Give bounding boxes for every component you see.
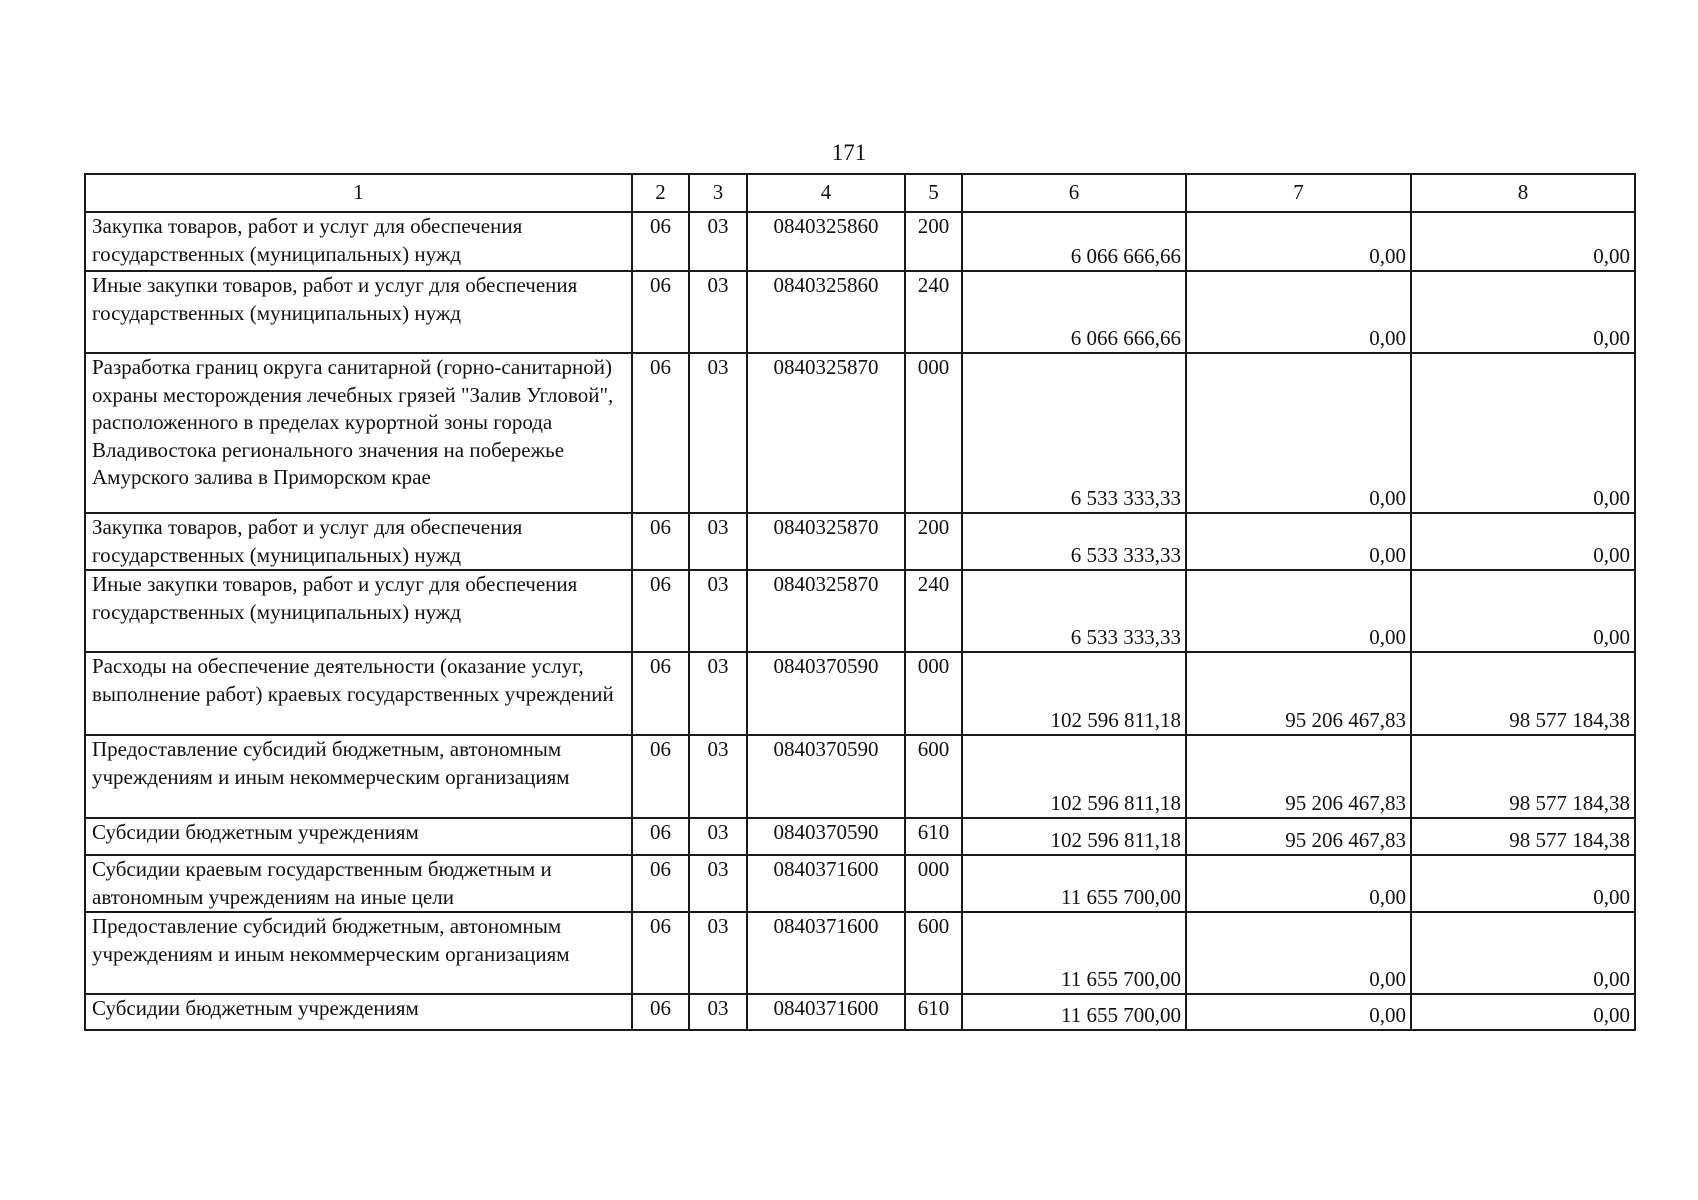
amount-col8-cell: 0,00 [1411, 513, 1635, 570]
amount-col6-cell: 102 596 811,18 [962, 652, 1186, 735]
amount-col6-cell: 11 655 700,00 [962, 855, 1186, 912]
row-name-cell: Предоставление субсидий бюджетным, автономным учреждениям и иным некоммерческим организациям [85, 912, 632, 994]
amount-col8-cell: 0,00 [1411, 212, 1635, 271]
section-code-cell: 06 [632, 513, 689, 570]
amount-col8-cell: 0,00 [1411, 855, 1635, 912]
row-name-cell: Расходы на обеспечение деятельности (оказание услуг, выполнение работ) краевых государственных учреждений [85, 652, 632, 735]
amount-col7-cell: 0,00 [1186, 353, 1411, 513]
row-name-cell: Закупка товаров, работ и услуг для обеспечения государственных (муниципальных) нужд [85, 212, 632, 271]
amount-col6-cell: 6 533 333,33 [962, 570, 1186, 652]
amount-col8-cell: 0,00 [1411, 994, 1635, 1030]
table-row [85, 513, 1635, 570]
section-code-cell: 06 [632, 212, 689, 271]
section-code-cell: 06 [632, 353, 689, 513]
table-row [85, 912, 1635, 994]
row-name-cell: Закупка товаров, работ и услуг для обеспечения государственных (муниципальных) нужд [85, 513, 632, 570]
amount-col6-cell: 11 655 700,00 [962, 994, 1186, 1030]
section-code-cell: 06 [632, 652, 689, 735]
subsection-code-cell: 03 [689, 271, 747, 353]
subsection-code-cell: 03 [689, 735, 747, 818]
target-article-cell: 0840325870 [747, 513, 905, 570]
row-name-cell: Субсидии бюджетным учреждениям [85, 994, 632, 1030]
amount-col8-cell: 0,00 [1411, 570, 1635, 652]
subsection-code-cell: 03 [689, 912, 747, 994]
amount-col8-cell: 0,00 [1411, 912, 1635, 994]
expense-type-cell: 200 [905, 212, 962, 271]
column-header: 7 [1186, 174, 1411, 212]
expense-type-cell: 000 [905, 855, 962, 912]
amount-col7-cell: 0,00 [1186, 855, 1411, 912]
amount-col7-cell: 0,00 [1186, 570, 1411, 652]
header-row [85, 174, 1635, 212]
amount-col6-cell: 6 533 333,33 [962, 353, 1186, 513]
amount-col8-cell: 0,00 [1411, 271, 1635, 353]
target-article-cell: 0840371600 [747, 912, 905, 994]
amount-col7-cell: 95 206 467,83 [1186, 818, 1411, 855]
row-name-cell: Иные закупки товаров, работ и услуг для обеспечения государственных (муниципальных) нужд [85, 570, 632, 652]
row-name-cell: Разработка границ округа санитарной (горно-санитарной) охраны месторождения лечебных грязей "Залив Угловой", расположенного в пределах курортной зоны города Владивостока регионального значения на побережье Амурского залива в Приморском крае [85, 353, 632, 513]
row-name-cell: Субсидии краевым государственным бюджетным и автономным учреждениям на иные цели [85, 855, 632, 912]
row-name-cell: Иные закупки товаров, работ и услуг для обеспечения государственных (муниципальных) нужд [85, 271, 632, 353]
section-code-cell: 06 [632, 570, 689, 652]
amount-col7-cell: 95 206 467,83 [1186, 735, 1411, 818]
target-article-cell: 0840325870 [747, 353, 905, 513]
subsection-code-cell: 03 [689, 513, 747, 570]
table-row [85, 570, 1635, 652]
section-code-cell: 06 [632, 735, 689, 818]
page-number: 171 [831, 140, 867, 165]
subsection-code-cell: 03 [689, 212, 747, 271]
table-row [85, 735, 1635, 818]
column-header: 6 [962, 174, 1186, 212]
expense-type-cell: 240 [905, 570, 962, 652]
expense-type-cell: 200 [905, 513, 962, 570]
column-header: 5 [905, 174, 962, 212]
table-row [85, 994, 1635, 1030]
target-article-cell: 0840325860 [747, 271, 905, 353]
expense-type-cell: 000 [905, 652, 962, 735]
expense-type-cell: 610 [905, 994, 962, 1030]
amount-col8-cell: 0,00 [1411, 353, 1635, 513]
amount-col7-cell: 0,00 [1186, 994, 1411, 1030]
row-name-cell: Предоставление субсидий бюджетным, автономным учреждениям и иным некоммерческим организациям [85, 735, 632, 818]
section-code-cell: 06 [632, 994, 689, 1030]
column-header: 8 [1411, 174, 1635, 212]
expense-type-cell: 240 [905, 271, 962, 353]
subsection-code-cell: 03 [689, 855, 747, 912]
expense-type-cell: 610 [905, 818, 962, 855]
expense-type-cell: 600 [905, 735, 962, 818]
amount-col8-cell: 98 577 184,38 [1411, 735, 1635, 818]
amount-col6-cell: 6 533 333,33 [962, 513, 1186, 570]
expense-type-cell: 600 [905, 912, 962, 994]
subsection-code-cell: 03 [689, 652, 747, 735]
amount-col7-cell: 95 206 467,83 [1186, 652, 1411, 735]
subsection-code-cell: 03 [689, 570, 747, 652]
amount-col7-cell: 0,00 [1186, 513, 1411, 570]
amount-col7-cell: 0,00 [1186, 212, 1411, 271]
amount-col8-cell: 98 577 184,38 [1411, 818, 1635, 855]
target-article-cell: 0840370590 [747, 818, 905, 855]
table-row [85, 212, 1635, 271]
expense-type-cell: 000 [905, 353, 962, 513]
table-row [85, 818, 1635, 855]
table-row [85, 271, 1635, 353]
table-row [85, 855, 1635, 912]
table-row [85, 652, 1635, 735]
table-row [85, 353, 1635, 513]
target-article-cell: 0840371600 [747, 855, 905, 912]
column-header: 3 [689, 174, 747, 212]
target-article-cell: 0840325860 [747, 212, 905, 271]
amount-col6-cell: 102 596 811,18 [962, 818, 1186, 855]
column-header: 1 [85, 174, 632, 212]
section-code-cell: 06 [632, 912, 689, 994]
section-code-cell: 06 [632, 818, 689, 855]
amount-col6-cell: 102 596 811,18 [962, 735, 1186, 818]
target-article-cell: 0840370590 [747, 652, 905, 735]
column-header: 4 [747, 174, 905, 212]
target-article-cell: 0840371600 [747, 994, 905, 1030]
row-name-cell: Субсидии бюджетным учреждениям [85, 818, 632, 855]
amount-col8-cell: 98 577 184,38 [1411, 652, 1635, 735]
target-article-cell: 0840370590 [747, 735, 905, 818]
amount-col6-cell: 11 655 700,00 [962, 912, 1186, 994]
subsection-code-cell: 03 [689, 818, 747, 855]
column-header: 2 [632, 174, 689, 212]
amount-col7-cell: 0,00 [1186, 271, 1411, 353]
section-code-cell: 06 [632, 271, 689, 353]
amount-col6-cell: 6 066 666,66 [962, 212, 1186, 271]
section-code-cell: 06 [632, 855, 689, 912]
amount-col6-cell: 6 066 666,66 [962, 271, 1186, 353]
target-article-cell: 0840325870 [747, 570, 905, 652]
budget-table [84, 173, 1636, 1031]
subsection-code-cell: 03 [689, 994, 747, 1030]
amount-col7-cell: 0,00 [1186, 912, 1411, 994]
subsection-code-cell: 03 [689, 353, 747, 513]
